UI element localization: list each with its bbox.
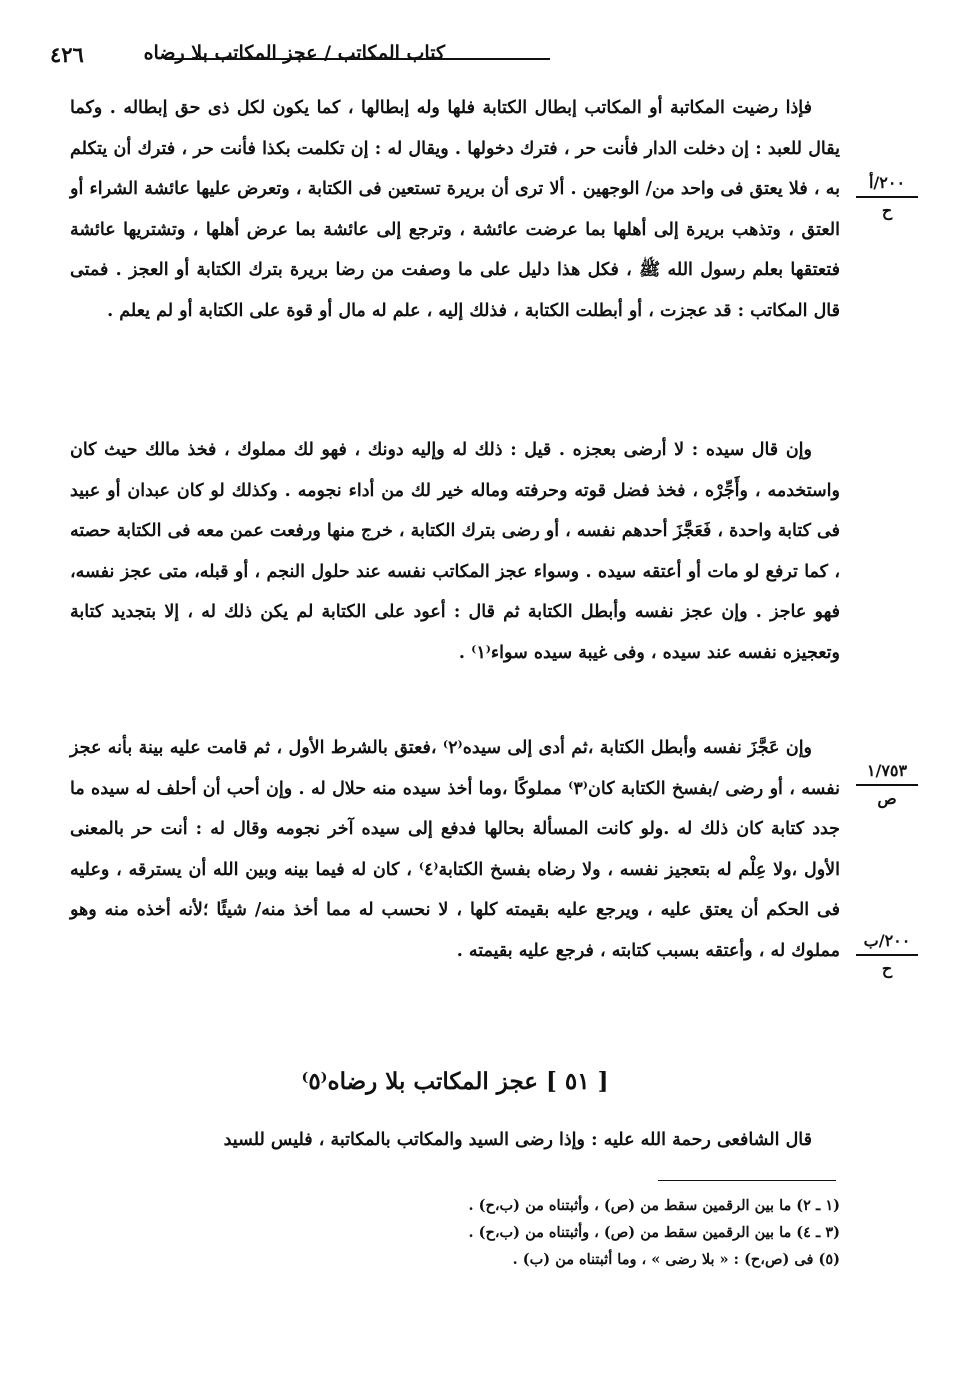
margin-note-source: ص <box>877 789 897 808</box>
footnote-item: (٣ ـ ٤) ما بين الرقمين سقط من (ص) ، وأثبتناه من (ب،ح) . <box>468 1224 840 1241</box>
margin-note-ref: ٢٠٠/ب <box>856 930 918 956</box>
body-paragraph-1: فإذا رضيت المكاتبة أو المكاتب إبطال الكتابة فلها وله إبطالها ، كما يكون لكل ذى حق إبطاله . وكما يقال للعبد : إن دخلت الدار فأنت حر ، فترك دخولها . ويقال له : إن تكلمت بكذا فأنت حر ، فترك أن يتكلم به ، فلا يعتق فى واحد من/ الوجهين . ألا ترى أن بريرة تستعين فى الكتابة ، وتعرض عليها عائشة الشراء أو العتق ، وتذهب بريرة إلى أهلها بما عرضت عائشة ، وترجع إلى عائشة بما عرض أهلها ، وتشتريها عائشة فتعتقها بعلم رسول الله ﷺ ، فكل هذا دليل على ما وصفت من رضا بريرة بترك الكتابة أو العجز . فمتى قال المكاتب : قد عجزت ، أو أبطلت الكتابة ، فذلك إليه ، علم له مال أو قوة على الكتابة أو لم يعلم . <box>70 98 840 321</box>
running-title: كتاب المكاتب / عجز المكاتب بلا رضاه <box>143 42 445 64</box>
margin-note-source: ح <box>881 959 893 978</box>
margin-note-ref: ١/٧٥٣ <box>856 760 918 786</box>
margin-note-1 <box>856 172 918 222</box>
page-number: ٤٢٦ <box>50 42 84 67</box>
margin-note-source: ح <box>881 201 893 220</box>
margin-note-2 <box>856 760 918 810</box>
body-paragraph-3: وإن عَجَّزَ نفسه وأبطل الكتابة ،ثم أدى إلى سيده⁽٢⁾ ،فعتق بالشرط الأول ، ثم قامت عليه بينة بأنه عجز نفسه ، أو رضى /بفسخ الكتابة كان⁽٣⁾ مملوكًا ،وما أخذ سيده منه حلال له . وإن أحب أن أحلف له سيده ما جدد كتابة كان ذلك له .ولو كانت المسألة بحالها فدفع إلى سيده آخر نجومه وقال له : أنت حر بالمعنى الأول ،ولا عِلْم له بتعجيز نفسه ، ولا رضاه بفسخ الكتابة⁽٤⁾ ، كان له فيما بينه وبين الله أن يسترقه ، وعليه فى الحكم أن يعتق عليه ، ويرجع عليه بقيمته كلها ، لا نحسب له مما أخذ منه/ شيئًا ؛لأنه أخذه منه وهو مملوك له ، وأعتقه بسبب كتابته ، فرجع عليه بقيمته . <box>70 738 840 961</box>
footnote-item: (١ ـ ٢) ما بين الرقمين سقط من (ص) ، وأثبتناه من (ب،ح) . <box>468 1197 840 1214</box>
margin-note-ref: ٢٠٠/أ <box>856 172 918 198</box>
page-header <box>50 38 840 72</box>
header-rule <box>165 58 550 60</box>
footnotes-list <box>300 1192 840 1273</box>
section-heading: [ ٥١ ] عجز المكاتب بلا رضاه⁽٥⁾ <box>301 1068 609 1095</box>
footnote-divider <box>658 1180 836 1181</box>
body-paragraph-2: وإن قال سيده : لا أرضى بعجزه . قيل : ذلك له وإليه دونك ، فهو لك مملوك ، فخذ مالك حيث كان واستخدمه ، وأَجِّرْه ، فخذ فضل قوته وحرفته وماله خير لك من أداء نجومه . وكذلك لو كان عبدان أو عبيد فى كتابة واحدة ، فَعَجَّزَ أحدهم نفسه ، أو رضى بترك الكتابة ، خرج منها ورفعت عمن معه فى الكتابة حصته ، كما ترفع لو مات أو أعتقه سيده . وسواء عجز المكاتب نفسه عند حلول النجم ، أو قبله، متى عجز نفسه، فهو عاجز . وإن عجز نفسه وأبطل الكتابة ثم قال : أعود على الكتابة لم يكن ذلك له ، إلا بتجديد كتابة وتعجيزه نفسه عند سيده ، وفى غيبة سيده سواء⁽١⁾ . <box>70 440 840 663</box>
footnote-item: (٥) فى (ص،ح) : « بلا رضى » ، وما أثبتناه من (ب) . <box>512 1251 840 1268</box>
section-intro-paragraph: قال الشافعى رحمة الله عليه : وإذا رضى السيد والمكاتب بالمكاتبة ، فليس للسيد <box>223 1130 812 1150</box>
margin-note-3 <box>856 930 918 980</box>
